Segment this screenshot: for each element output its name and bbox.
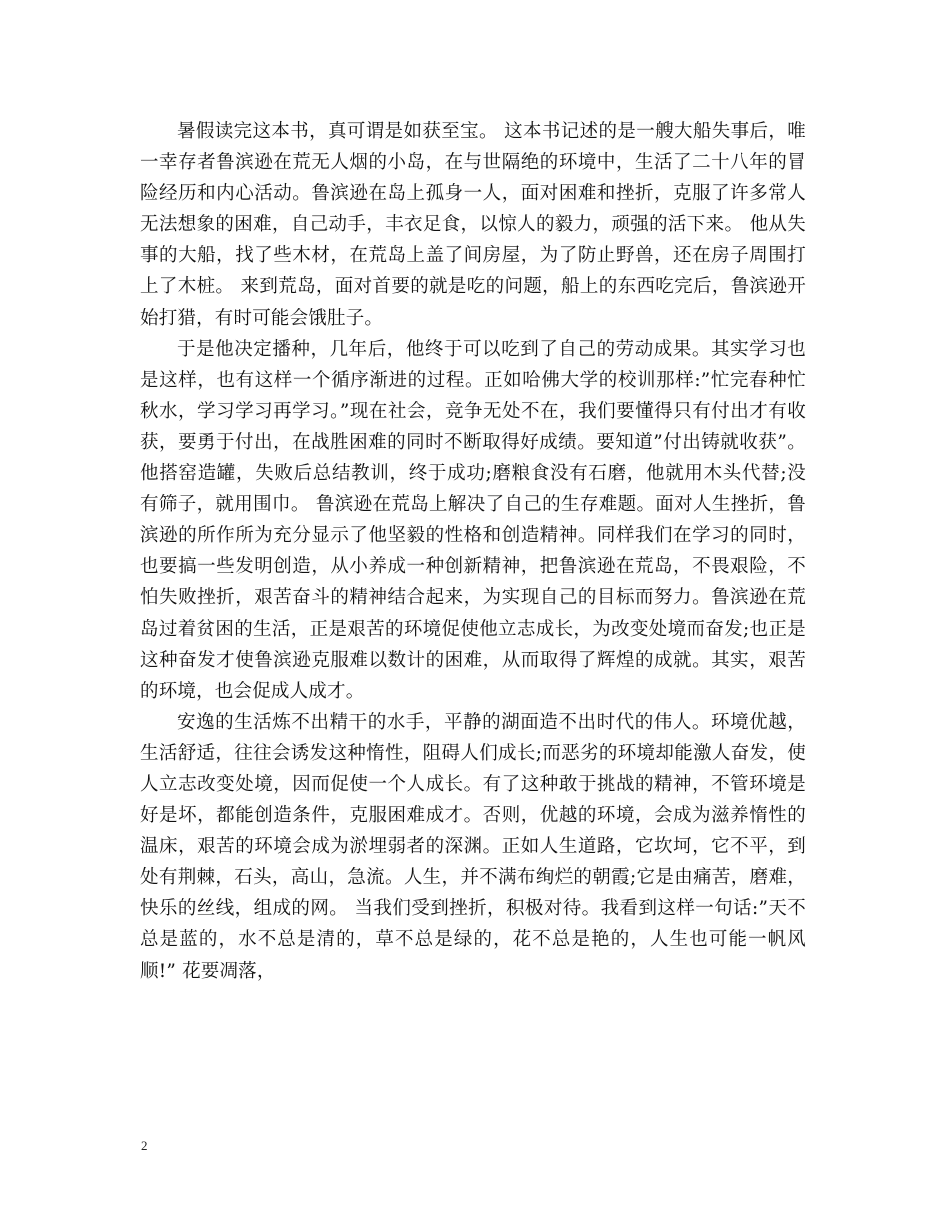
paragraph-3: 安逸的生活炼不出精干的水手，平静的湖面造不出时代的伟人。环境优越，生活舒适，往往会诱发这种惰性，阻碍人们成长;而恶劣的环境却能激人奋发，使人立志改变处境，因而促使一个人成长。有了这种敢于挑战的精神，不管环境是好是坏，都能创造条件，克服困难成才。否则，优越的环境，会成为滋养惰性的温床，艰苦的环境会成为淤埋弱者的深渊。正如人生道路，它坎坷，它不平，到处有荆棘，石头，高山，急流。人生，并不满布绚烂的朝霞;它是由痛苦，磨难，快乐的丝线，组成的网。 当我们受到挫折，积极对待。我看到这样一句话:”天不总是蓝的，水不总是清的，草不总是绿的，花不总是艳的，人生也可能一帆风顺!” 花要凋落，: [140, 711, 806, 982]
page-number: 2: [141, 1138, 148, 1153]
paragraph-2: 于是他决定播种，几年后，他终于可以吃到了自己的劳动成果。其实学习也是这样，也有这样一个循序渐进的过程。正如哈佛大学的校训那样:”忙完春种忙秋水，学习学习再学习。”现在社会，竞争无处不在，我们要懂得只有付出才有收获，要勇于付出，在战胜困难的同时不断取得好成绩。要知道”付出铸就收获”。 他搭窑造罐，失败后总结教训，终于成功;磨粮食没有石磨，他就用木头代替;没有筛子，就用围巾。 鲁滨逊在荒岛上解决了自己的生存难题。面对人生挫折，鲁滨逊的所作所为充分显示了他坚毅的性格和创造精神。同样我们在学习的同时，也要搞一些发明创造，从小养成一种创新精神，把鲁滨逊在荒岛，不畏艰险，不怕失败挫折，艰苦奋斗的精神结合起来，为实现自己的目标而努力。鲁滨逊在荒岛过着贫困的生活，正是艰苦的环境促使他立志成长，为改变处境而奋发;也正是这种奋发才使鲁滨逊克服难以数计的困难，从而取得了辉煌的成就。其实，艰苦的环境，也会促成人成才。: [140, 338, 806, 702]
paragraph-1: 暑假读完这本书，真可谓是如获至宝。 这本书记述的是一艘大船失事后，唯一幸存者鲁滨逊在荒无人烟的小岛，在与世隔绝的环境中，生活了二十八年的冒险经历和内心活动。鲁滨逊在岛上孤身一人，面对困难和挫折，克服了许多常人无法想象的困难，自己动手，丰衣足食，以惊人的毅力，顽强的活下来。 他从失事的大船，找了些木材，在荒岛上盖了间房屋，为了防止野兽，还在房子周围打上了木桩。 来到荒岛，面对首要的就是吃的问题，船上的东西吃完后，鲁滨逊开始打猎，有时可能会饿肚子。: [140, 121, 806, 329]
document-body: [140, 116, 806, 987]
